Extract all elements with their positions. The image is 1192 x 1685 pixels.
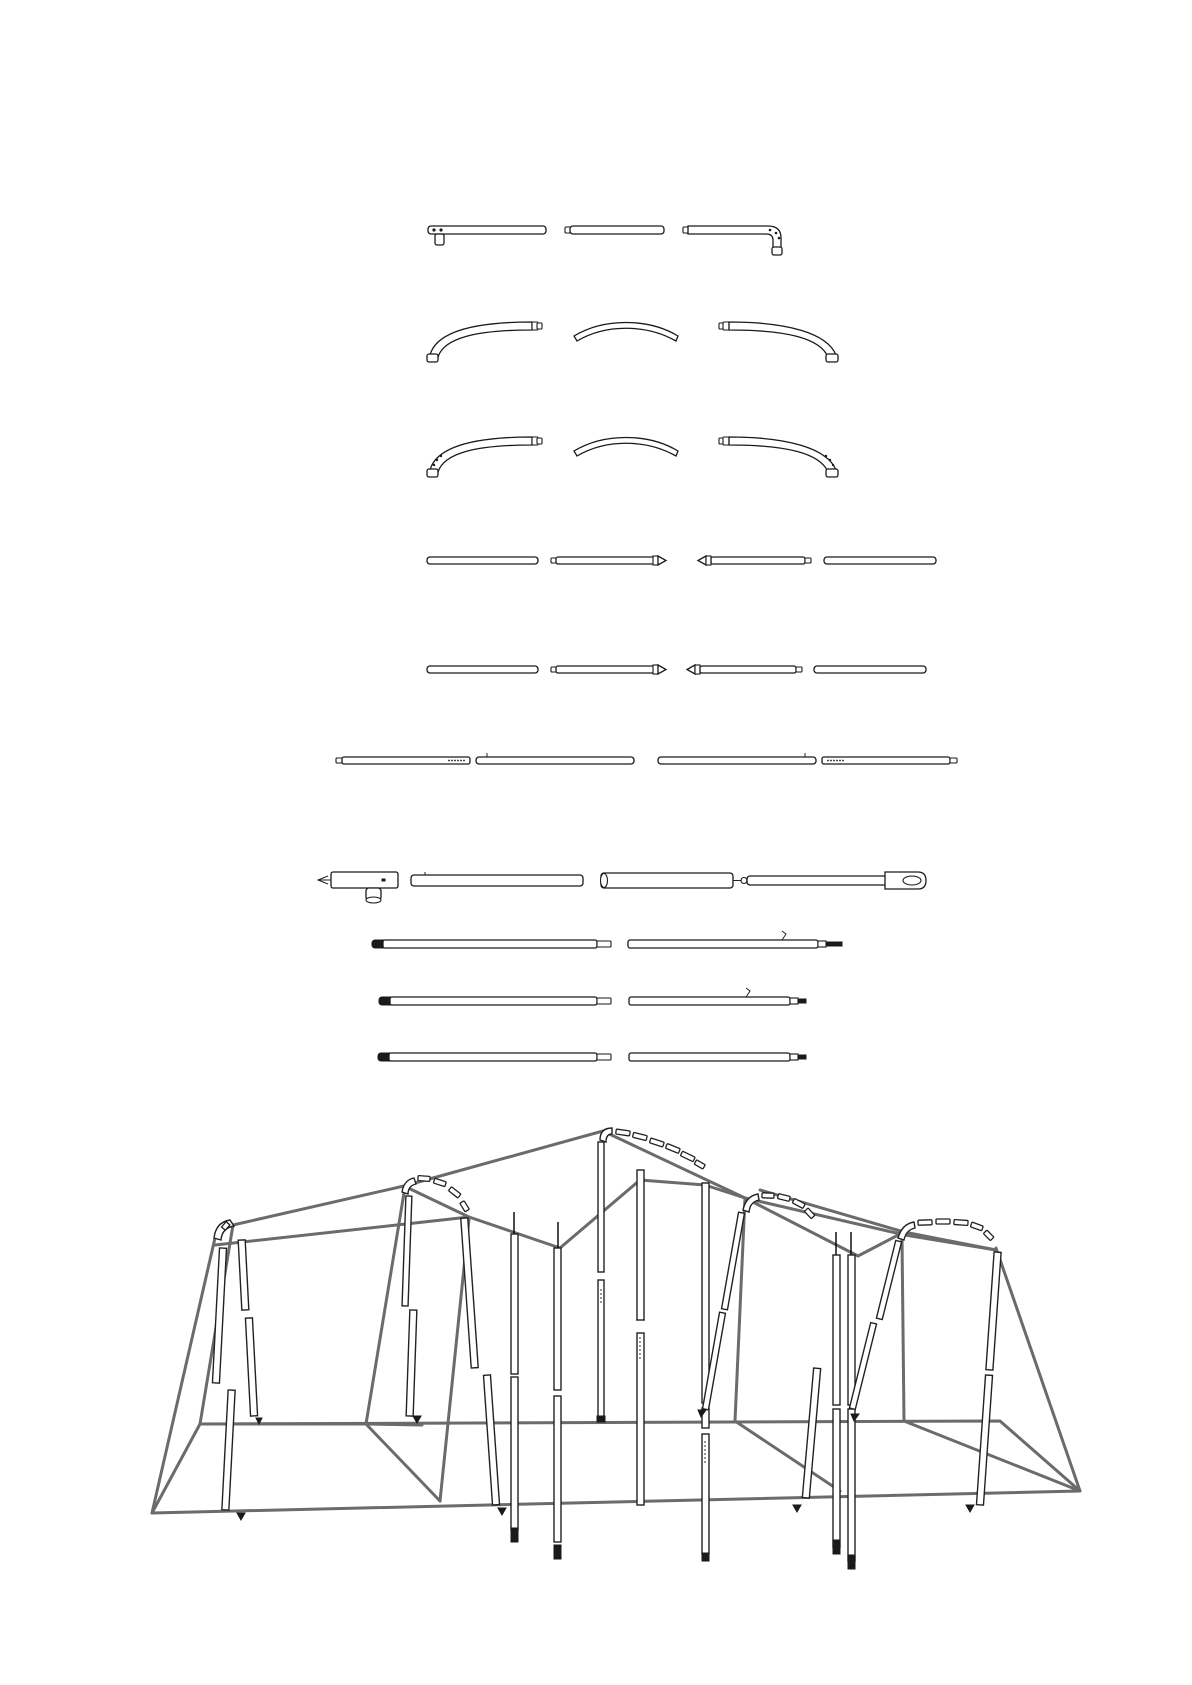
end-arch-left bbox=[212, 1220, 262, 1520]
straight-pole bbox=[427, 557, 538, 564]
peak-segments bbox=[616, 1129, 706, 1169]
parts-row-3 bbox=[427, 437, 838, 477]
parts-row-10 bbox=[378, 1053, 806, 1061]
upright-pole-tipped bbox=[629, 1053, 806, 1061]
parts-row-4 bbox=[427, 556, 936, 565]
eyelet-tube bbox=[747, 872, 926, 889]
upright-pole-tipped bbox=[628, 931, 842, 948]
spiked-pole-right bbox=[551, 665, 666, 674]
parts-row-2 bbox=[427, 322, 838, 362]
straight-pole bbox=[824, 557, 936, 564]
parts-row-5 bbox=[427, 665, 926, 674]
ridge-pole bbox=[476, 753, 634, 764]
corner-eave-pole-left bbox=[428, 226, 546, 245]
spiked-pole-left bbox=[698, 556, 811, 565]
center-upright-3 bbox=[636, 1170, 645, 1505]
straight-tube bbox=[411, 872, 583, 886]
center-upright-4 bbox=[702, 1183, 709, 1561]
arch-segments bbox=[762, 1193, 815, 1219]
frame-outline bbox=[152, 1131, 1080, 1513]
straight-eave-pole bbox=[565, 226, 664, 234]
inner-arch-1 bbox=[402, 1176, 506, 1515]
parts-row-9 bbox=[379, 988, 806, 1005]
center-upright-2 bbox=[554, 1222, 561, 1559]
ridge-pole-left-end bbox=[336, 757, 470, 764]
upright-pole-tipped bbox=[629, 988, 806, 1005]
spiked-pole-right bbox=[551, 556, 666, 565]
curved-arch-end-right bbox=[719, 437, 838, 477]
upright-pole-capped bbox=[378, 1053, 611, 1061]
ridge-pole bbox=[658, 753, 816, 764]
end-arch-right bbox=[849, 1219, 1001, 1512]
curved-arch-end-right bbox=[719, 322, 838, 362]
center-upright-1 bbox=[511, 1212, 518, 1542]
curved-arch-middle bbox=[574, 323, 678, 342]
spiked-pole-left bbox=[687, 665, 802, 674]
curved-arch-end-left bbox=[427, 322, 542, 362]
upright-pole-capped bbox=[379, 997, 611, 1005]
upright-pole-capped bbox=[372, 940, 611, 948]
parts-row-6 bbox=[336, 753, 957, 764]
straight-pole bbox=[814, 666, 926, 673]
curved-arch-middle bbox=[574, 438, 678, 457]
parts-row-8 bbox=[372, 931, 842, 948]
parts-row-1 bbox=[428, 226, 782, 255]
curved-arch-end-left bbox=[427, 437, 542, 477]
parts-row-7 bbox=[318, 872, 926, 903]
straight-pole bbox=[427, 666, 538, 673]
sleeve-tube bbox=[601, 873, 748, 888]
corner-eave-pole-right bbox=[683, 226, 782, 255]
ridge-pole-right-end bbox=[822, 757, 957, 764]
assembled-tent-frame bbox=[152, 1128, 1080, 1569]
t-connector bbox=[318, 872, 398, 903]
